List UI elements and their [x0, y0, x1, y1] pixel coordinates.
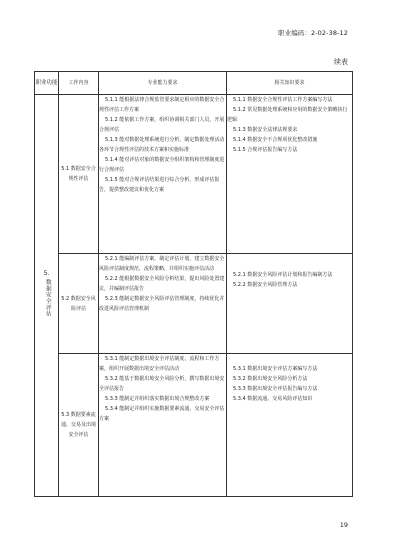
- header-knowledge: 相关知识要求: [227, 72, 353, 95]
- ability-item: 5.3.1 能制定数据出境安全评估制度、流程和工作方案，组织开展数据出境安全评估活动: [99, 356, 220, 372]
- continued-label: 续表: [334, 58, 348, 66]
- ability-cell: [99, 95, 227, 254]
- function-cell: [35, 95, 59, 497]
- knowledge-item: 5.1.4 数据安全不合规项优化整改措施: [233, 137, 318, 143]
- work-content-cell: 5.3 数据要素流通、交易及出境安全评估: [59, 354, 99, 497]
- ability-item: 5.1.5 能对合规评估结果进行综合分析，形成评估报告，提供整改建议和优化方案: [99, 177, 220, 193]
- knowledge-item: 5.2.1 数据安全风险评估计划和报告编制方法: [233, 272, 333, 278]
- knowledge-cell: [227, 254, 353, 354]
- work-content-cell: 5.1 数据安全合规性评估: [59, 95, 99, 254]
- knowledge-item: 5.1.1 数据安全合规性评估工作方案编写方法: [233, 97, 333, 103]
- ability-item: 5.1.2 能依据工作方案，组织协调相关部门人员，开展合规评估: [99, 117, 225, 133]
- ability-item: 5.2.2 能根据数据安全风险分析结果，提出风险处置建议，并编制评估报告: [99, 276, 225, 292]
- page-number: 19: [339, 521, 348, 529]
- ability-item: 5.2.3 能制定数据安全风险评估管理制度，持续优化并改进风险评估管理机制: [99, 296, 225, 312]
- header-function: 职业功能: [35, 72, 59, 95]
- ability-item: 5.2.1 能编制评估方案，制定评估计划，建立数据安全风险评估制度规范，流程策略，并组织实施评估活动: [99, 256, 225, 272]
- knowledge-item: 5.1.3 数据安全法律法规要求: [233, 127, 298, 133]
- occupation-code: 职业编码：2-02-38-12: [278, 29, 348, 37]
- ability-cell: [99, 354, 227, 497]
- knowledge-item: 5.3.4 数据流通、交易风险评估知识: [233, 396, 313, 402]
- work-content-cell: 5.2 数据安全风险评估: [59, 254, 99, 354]
- ability-item: 5.3.3 能制定并组织落实数据出境合规整改方案: [105, 396, 210, 402]
- knowledge-item: 5.3.3 数据出境安全评估报告编写方法: [233, 386, 318, 392]
- ability-cell: [99, 254, 227, 354]
- table-header-row: [35, 72, 353, 95]
- skill-requirements-table: [34, 71, 353, 497]
- function-number: 5.: [43, 271, 50, 278]
- knowledge-cell: [227, 354, 353, 497]
- header-work: 工作内容: [59, 72, 99, 95]
- knowledge-item: 5.3.1 数据出境安全评估方案编写方法: [233, 366, 318, 372]
- ability-item: 5.1.4 能对评估对象的数据安全组织架构和管理制度进行合规评估: [99, 157, 225, 173]
- ability-item: 5.1.3 能对数据处理系统进行分析，制定数据处理活动各环节合规性评估的技术方案和实施标准: [99, 137, 225, 153]
- knowledge-cell: [227, 95, 353, 254]
- knowledge-item: 5.2.2 数据安全风险管理方法: [233, 282, 298, 288]
- knowledge-item: 5.1.5 合规评估报告编写方法: [233, 147, 298, 153]
- ability-item: 5.1.1 能根据法律合规监管要求制定相应的数据安全合规性评估工作方案: [99, 97, 225, 113]
- knowledge-item: 5.1.2 常见数据处理系统和应用的数据安全策略执行逻辑: [227, 107, 348, 123]
- function-name: 数据安全评估: [44, 278, 51, 317]
- ability-item: 5.3.2 能基于数据出境安全风险分析，撰写数据出境安全评估报告: [99, 376, 225, 392]
- table-row: [35, 95, 353, 254]
- ability-item: 5.3.4 能制定并组织实施数据要素流通、交易安全评估方案: [99, 406, 225, 422]
- table-row: [35, 354, 353, 497]
- table-row: [35, 254, 353, 354]
- header-ability: 专业能力要求: [99, 72, 227, 95]
- knowledge-item: 5.3.2 数据出境安全风险分析方法: [233, 376, 308, 382]
